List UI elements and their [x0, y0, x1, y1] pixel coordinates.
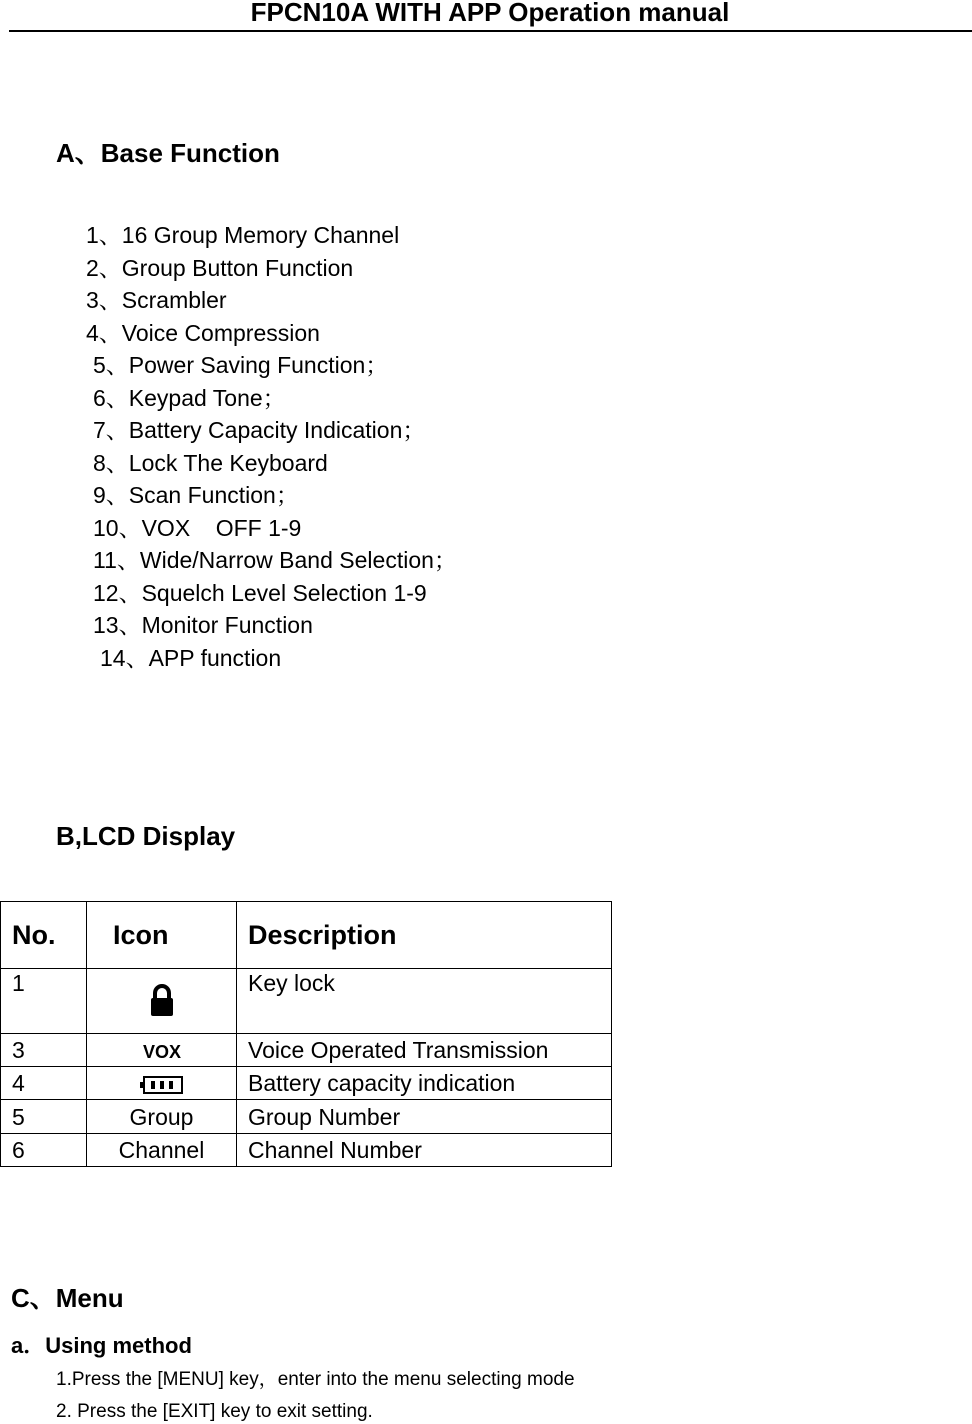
table-row — [1, 968, 612, 1033]
row-icon-cell — [87, 968, 237, 1033]
row-number: 5 — [1, 1100, 87, 1133]
feature-item: 10、VOX OFF 1-9 — [93, 515, 302, 541]
table-row — [1, 1133, 612, 1166]
row-description: Key lock — [237, 968, 612, 1033]
row-number: 4 — [1, 1067, 87, 1100]
feature-item: 1、16 Group Memory Channel — [86, 222, 400, 248]
feature-item: 4、Voice Compression — [86, 320, 320, 346]
feature-item: 2、Group Button Function — [86, 255, 354, 281]
feature-item: 3、Scrambler — [86, 287, 227, 313]
row-number: 6 — [1, 1133, 87, 1166]
feature-item: 6、Keypad Tone； — [93, 385, 286, 411]
lock-icon — [149, 983, 175, 1017]
table-header-row — [1, 902, 612, 969]
column-header-no: No. — [1, 902, 87, 969]
row-description: Channel Number — [237, 1133, 612, 1166]
row-number: 1 — [1, 968, 87, 1033]
feature-item: 11、Wide/Narrow Band Selection； — [93, 547, 457, 573]
column-header-description: Description — [237, 902, 612, 969]
row-description: Group Number — [237, 1100, 612, 1133]
feature-item: 7、Battery Capacity Indication； — [93, 417, 426, 443]
row-number: 3 — [1, 1033, 87, 1066]
row-icon-text: Group — [87, 1100, 237, 1133]
feature-item: 9、Scan Function； — [93, 482, 299, 508]
row-description: Voice Operated Transmission — [237, 1033, 612, 1066]
section-c-heading: C、Menu — [11, 1283, 124, 1313]
feature-item: 14、APP function — [100, 645, 282, 671]
table-row — [1, 1100, 612, 1133]
vox-icon — [138, 1041, 186, 1063]
row-icon-cell — [87, 1033, 237, 1066]
battery-icon — [139, 1075, 185, 1095]
row-icon-text: Channel — [87, 1133, 237, 1166]
svg-text:VOX: VOX — [142, 1042, 181, 1063]
column-header-icon: Icon — [87, 902, 237, 969]
feature-item: 13、Monitor Function — [93, 612, 313, 638]
row-icon-cell — [87, 1067, 237, 1100]
section-b-heading: B,LCD Display — [56, 821, 236, 851]
row-description: Battery capacity indication — [237, 1067, 612, 1100]
feature-item: 12、Squelch Level Selection 1-9 — [93, 580, 427, 606]
feature-item: 8、Lock The Keyboard — [93, 450, 328, 476]
table-row — [1, 1067, 612, 1100]
lcd-display-table — [0, 901, 612, 1167]
feature-item: 5、Power Saving Function； — [93, 352, 389, 378]
menu-step: 1.Press the [MENU] key，enter into the menu selecting mode — [56, 1369, 575, 1390]
table-row — [1, 1033, 612, 1066]
title-divider — [9, 30, 972, 32]
menu-step: 2. Press the [EXIT] key to exit setting. — [56, 1401, 373, 1422]
document-title: FPCN10A WITH APP Operation manual — [250, 0, 730, 27]
using-method-heading: a．Using method — [11, 1333, 192, 1358]
section-a-heading: A、Base Function — [56, 138, 280, 168]
